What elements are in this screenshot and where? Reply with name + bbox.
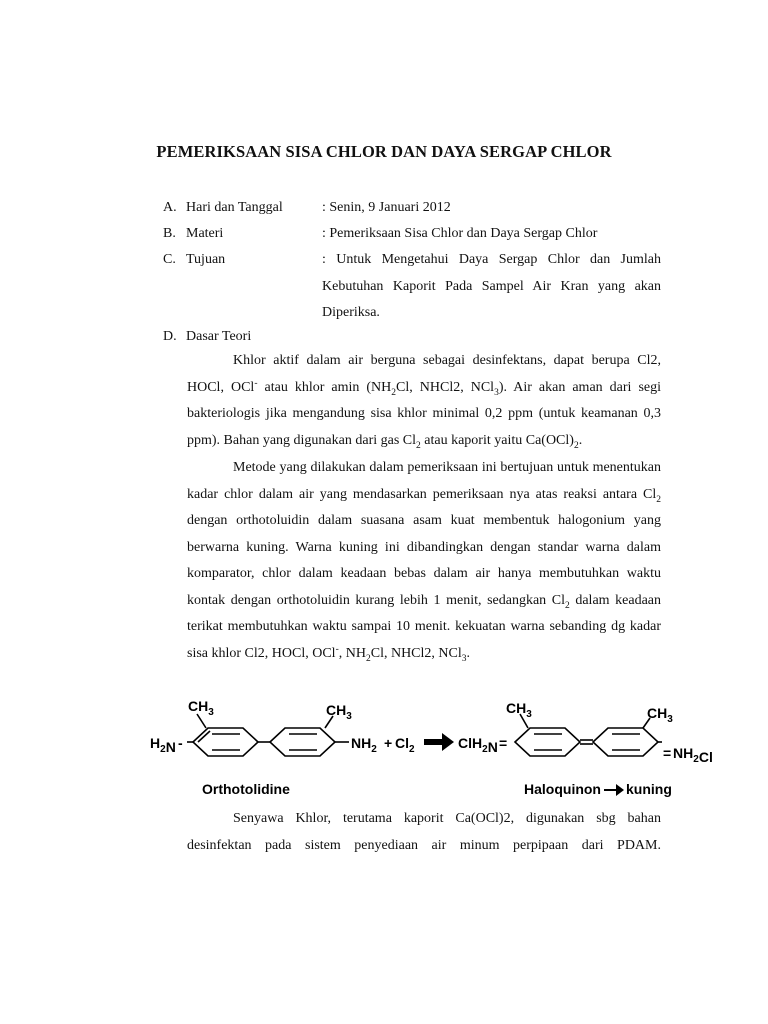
- amine-label: $NH_2Cl$: [673, 745, 713, 765]
- product-color: kuning: [626, 781, 672, 797]
- meta-letter: D.: [163, 329, 177, 344]
- section-heading: Dasar Teori: [186, 329, 252, 344]
- meta-letter: C.: [163, 252, 176, 267]
- arrow-icon: [604, 784, 624, 796]
- amine-label: ClH$_2$N: [458, 735, 498, 755]
- svg-text:-: -: [178, 735, 183, 751]
- reagent-label: $Cl_2$: [395, 735, 415, 755]
- svg-text:=: =: [499, 735, 508, 751]
- meta-value-date: : Senin, 9 Januari 2012: [322, 200, 451, 215]
- benzene-ring-1: [193, 728, 258, 756]
- meta-value-tujuan: : Untuk Mengetahui Daya Sergap Chlor dan Jumlah Kebutuhan Kaporit Pada Sampel Air Kran yang akan Diperiksa.: [322, 252, 661, 320]
- reaction-diagram: [140, 688, 730, 806]
- meta-label: Tujuan: [186, 252, 226, 267]
- paragraph-1: Khlor aktif dalam air berguna sebagai desinfektans, dapat berupa Cl2, HOCl, OCl- atau khlor amin ($NH_2Cl$, NHCl2, NCl$_3$). Air akan aman dari segi bakteriologis jika mengandung sisa khlor minimal 0,2 ppm (untuk keamanan 0,3 ppm). Bahan yang digunakan dari gas $Cl_2$ atau kaporit yaitu $Ca(OCl)_2$.: [187, 353, 662, 451]
- quinoid-ring-2: [593, 728, 658, 756]
- ch3-label: $CH_3$: [326, 702, 352, 722]
- reactant-name: Orthotolidine: [202, 781, 290, 797]
- meta-label: Materi: [186, 226, 224, 241]
- ch3-label: $CH_3$: [188, 698, 214, 718]
- quinoid-ring-1: [515, 728, 580, 756]
- product-name: Haloquinon: [524, 781, 601, 797]
- paragraph-3: Senyawa Khlor, terutama kaporit Ca(OCl)2, digunakan sbg bahan desinfektan pada sistem penyediaan air minum perpipaan dari PDAM.: [187, 811, 661, 853]
- svg-text:+: +: [384, 735, 393, 751]
- amine-label: $H_2N$: [150, 735, 176, 755]
- reaction-arrow: [424, 733, 454, 751]
- svg-text:=: =: [663, 745, 672, 761]
- meta-letter: A.: [163, 200, 177, 215]
- amine-label: $NH_2$: [351, 735, 377, 755]
- meta-label: Hari dan Tanggal: [186, 200, 283, 215]
- paragraph-2: Metode yang dilakukan dalam pemeriksaan ini bertujuan untuk menentukan kadar chlor dalam air yang mendasarkan pemeriksaan nya atas reaksi antara $Cl_2$ dengan orthotoluidin dalam suasana asam kuat membentuk halogonium yang berwarna kuning. Warna kuning ini dibandingkan dengan standar warna dalam komparator, chlor dalam keadaan bebas dalam air hanya membutuhkan waktu kontak dengan orthotoluidin kurang lebih 1 menit, sedangkan $Cl_2$ dalam keadaan terikat membutuhkan waktu sampai 10 menit. kekuatan warna sebanding dg kadar sisa khlor Cl2, HOCl, OCl-, $NH_2Cl$, NHCl2, NCl$_3$.: [187, 460, 662, 664]
- ch3-label: $CH_3$: [647, 705, 673, 725]
- ch3-label: $CH_3$: [506, 700, 532, 720]
- benzene-ring-2: [270, 728, 335, 756]
- page-title: PEMERIKSAAN SISA CHLOR DAN DAYA SERGAP CHLOR: [156, 142, 612, 161]
- meta-letter: B.: [163, 226, 176, 241]
- meta-value-materi: : Pemeriksaan Sisa Chlor dan Daya Sergap Chlor: [322, 226, 598, 241]
